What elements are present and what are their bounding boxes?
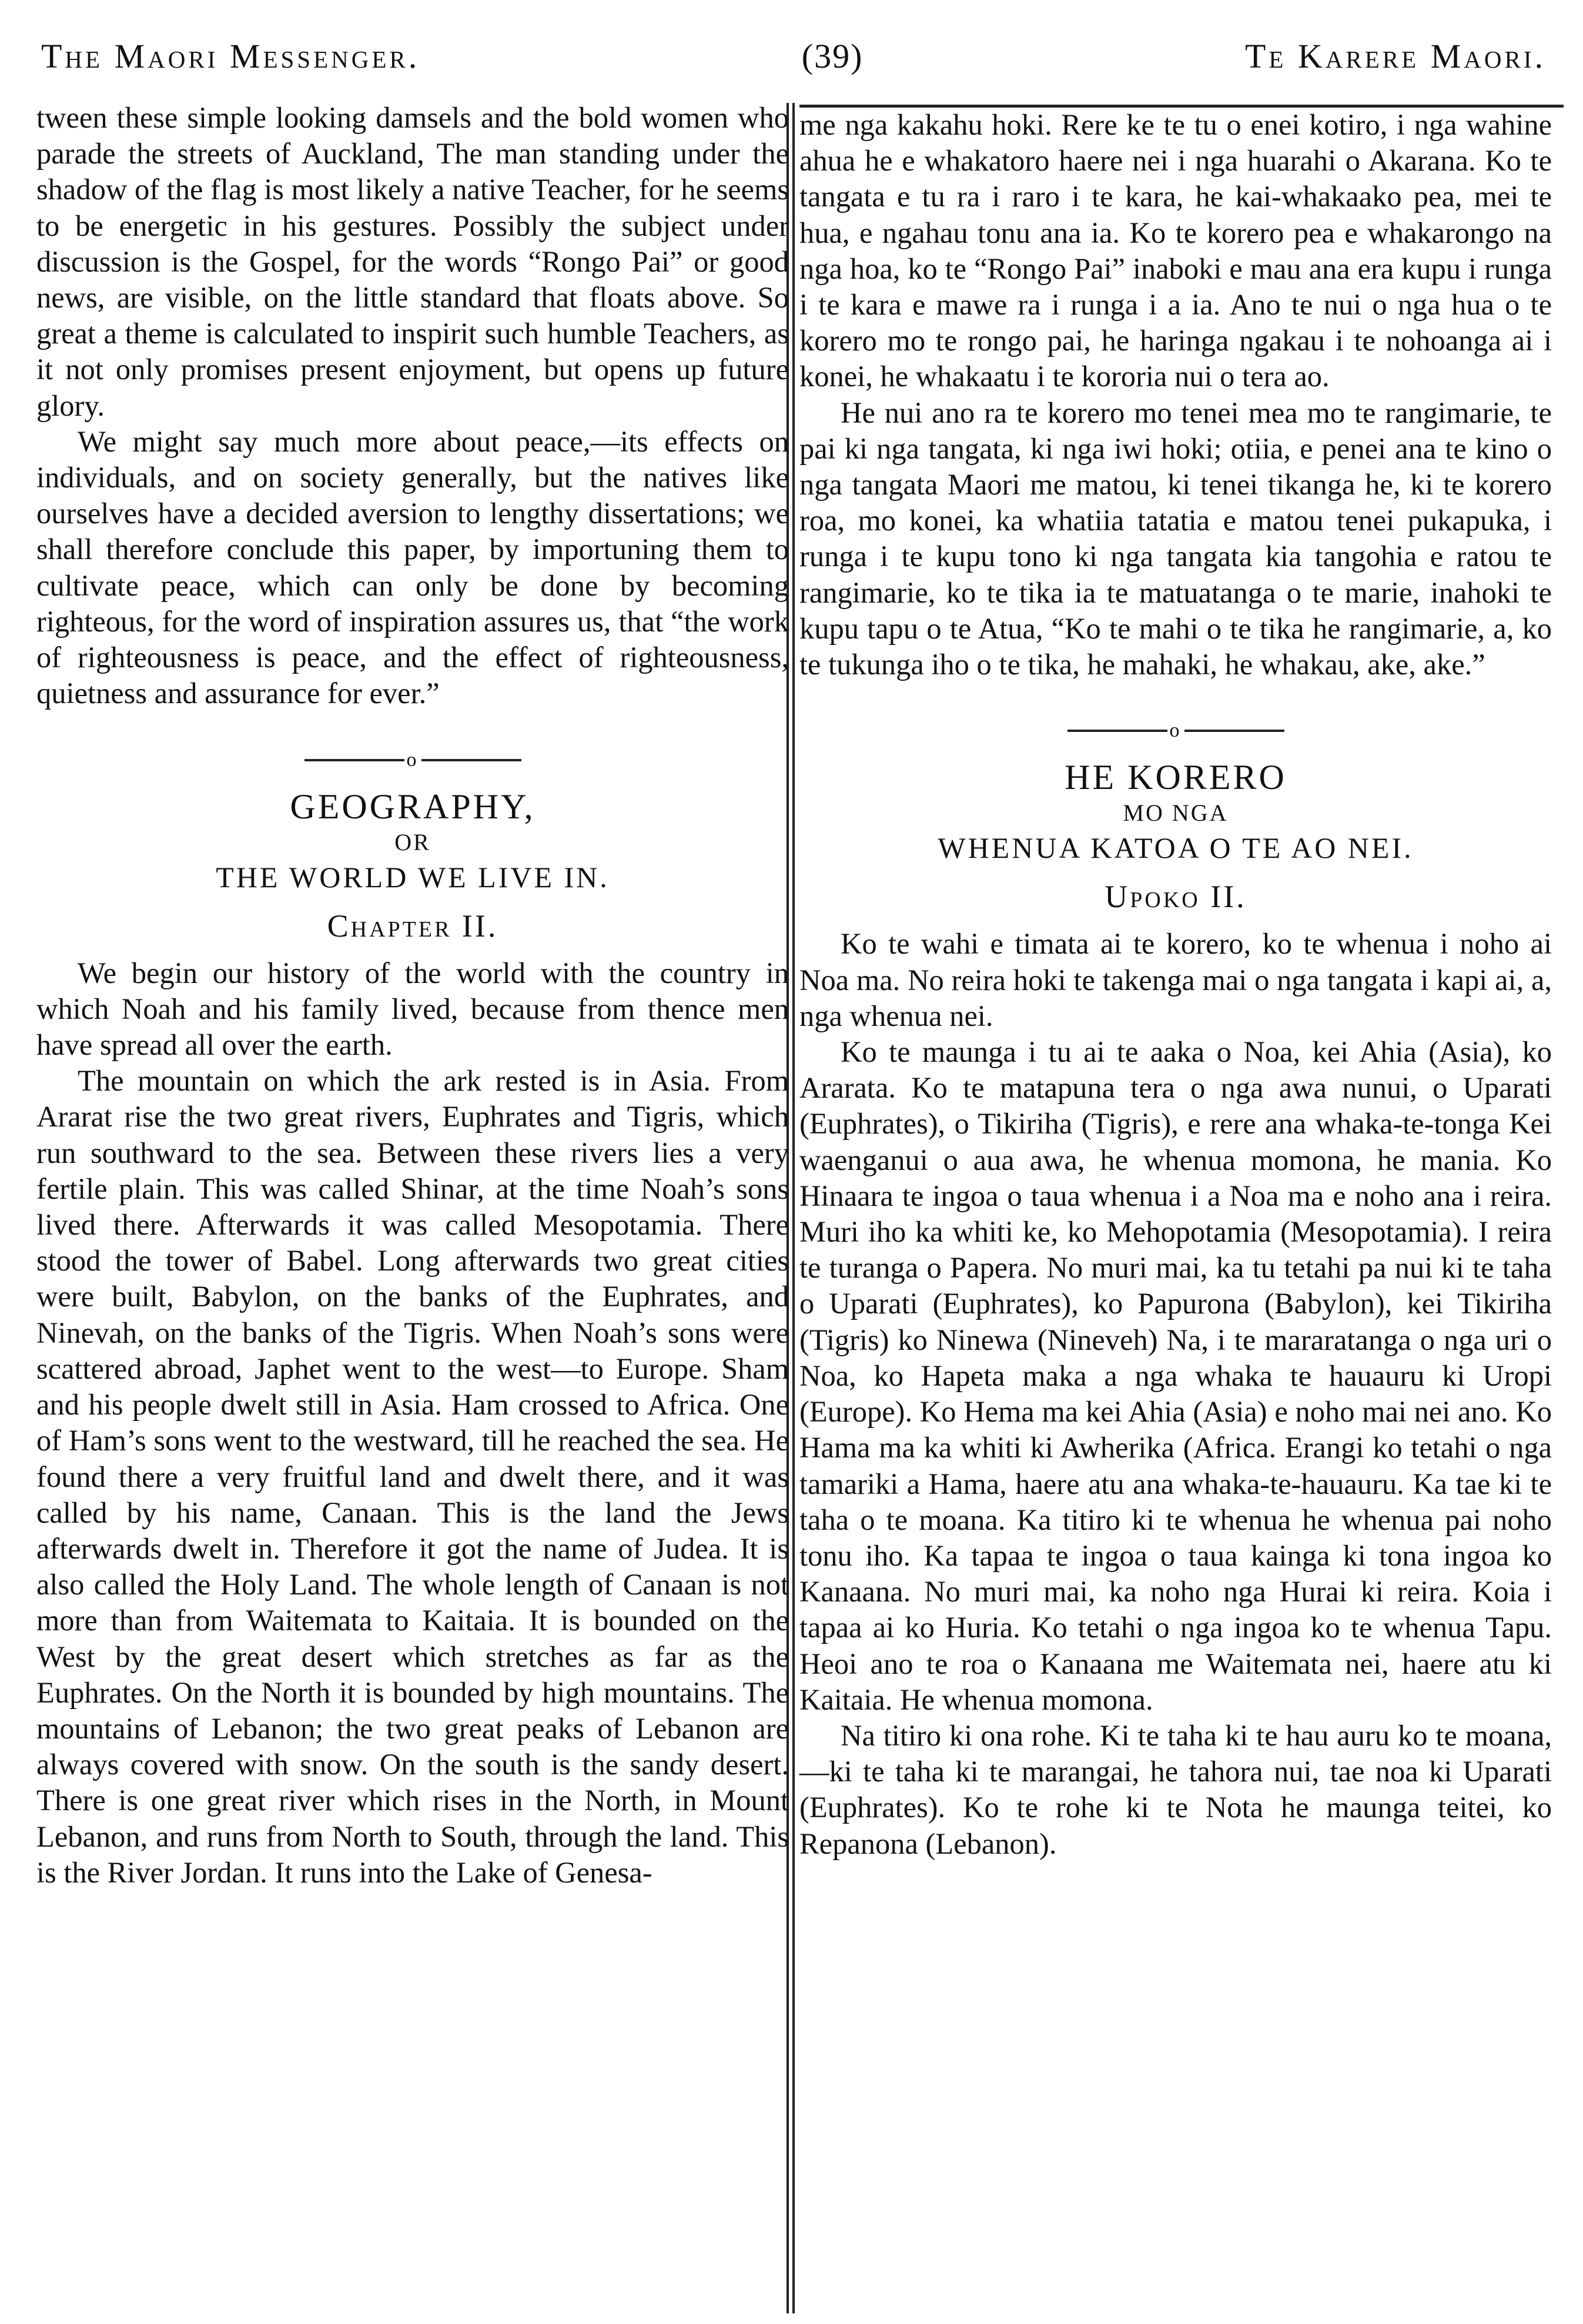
english-paragraph-2: We might say much more about peace,—its effects on individuals, and on society generally, but the natives like ourselves have a decided aversion to lengthy dissertations; we shall therefore conclude this paper, by importuning them to cultivate peace, which can only be done by becoming righteous, for the word of inspiration assures us, that “the work of righteousness is peace, and the effect of righteousness, quietness and assurance for ever.”	[36, 424, 789, 710]
section-separator: o	[36, 747, 789, 771]
english-or: OR	[394, 828, 431, 855]
english-paragraph-1: tween these simple looking damsels and the bold women who parade the streets of Auckland, The man standing under the shadow of the flag is most likely a native Teacher, for he seems to be energetic in his gestures. Possibly the subject under discussion is the Gospel, for the words “Rongo Pai” or good news, are visible, on the little standard that floats above. So great a theme is calculated to inspirit such humble Teachers, as it not only promises present enjoyment, but opens up future glory.	[36, 101, 789, 422]
maori-paragraph-2: He nui ano ra te korero mo tenei mea mo te rangimarie, te pai ki nga tangata, ki nga iwi hoki; otiia, e penei ana te kino o nga tangata Maori me matou, ki tenei tikanga he, ki te korero roa, mo konei, ka whatiia tatatia e matou tenei pukapuka, i runga i te kupu tono ki nga tangata kia tangohia e ratou te rangimarie, ko te tika ia te matuatanga o te marie, inahoki te kupu tapu o te Atua, “Ko te mahi o te tika he rangimarie, a, ko te tukunga iho o te tika, he mahaki, he whakau, ake, ake.”	[799, 396, 1552, 681]
maori-section-title: HE KORERO	[1065, 758, 1287, 797]
maori-mo-nga: MO NGA	[1123, 800, 1229, 827]
maori-column	[799, 107, 1552, 1862]
section-separator: o	[799, 718, 1552, 743]
maori-paragraph-5: Na titiro ki ona rohe. Ki te taha ki te hau auru ko te moana,—ki te taha ki te marangai, he tahora nui, tae noa ki Uparati (Euphrates). Ko te rohe ki te Nota he maunga teitei, ko Repanona (Lebanon).	[799, 1718, 1552, 1860]
page-header	[41, 24, 1546, 88]
header-english-title: The Maori Messenger.	[41, 36, 420, 75]
english-section-title: GEOGRAPHY,	[290, 787, 536, 826]
header-maori-title: Te Karere Maori.	[1244, 36, 1546, 75]
maori-paragraph-1: me nga kakahu hoki. Rere ke te tu o enei kotiro, i nga wahine ahua he e whakatoro haere nei i nga huarahi o Akarana. Ko te tangata e tu ra i raro i te kara, he kai-whakaako pea, mei te hua, e ngahau tonu ana ia. Ko te korero pea e whakarongo na nga hoa, ko te “Rongo Pai” inaboki e mau ana era kupu i runga i te kara e mawe ra i runga i a ia. Ano te nui o nga hua o te korero mo te rongo pai, he haringa ngakau i te nohoanga ai i konei, he whakaatu i te kororia nui o tera ao.	[799, 108, 1552, 393]
english-chapter-heading: Chapter II.	[327, 908, 498, 944]
english-paragraph-4: The mountain on which the ark rested is in Asia. From Ararat rise the two great rivers, Euphrates and Tigris, which run southward to the sea. Between these rivers lies a very fertile plain. This was called Shinar, at the time Noah’s sons lived there. Afterwards it was called Mesopotamia. There stood the tower of Babel. Long afterwards two great cities were built, Babylon, on the banks of the Euphrates, and Ninevah, on the banks of the Tigris. When Noah’s sons were scattered abroad, Japhet went to the west—to Europe. Sham and his people dwelt still in Asia. Ham crossed to Africa. One of Ham’s sons went to the westward, till he reached the sea. He found there a very fruitful land and dwelt there, and it was called by his name, Canaan. This is the land the Jews afterwards dwelt in. Therefore it got the name of Judea. It is also called the Holy Land. The whole length of Canaan is not more than from Waitemata to Kaitaia. It is bounded on the West by the great desert which stretches as far as the Euphrates. On the North it is bounded by high mountains. The mountains of Lebanon; the two great peaks of Lebanon are always covered with snow. On the south is the sandy desert. There is one great river which rises in the North, in Mount Lebanon, and runs from North to South, through the land. This is the River Jordan. It runs into the Lake of Genesa-	[36, 1064, 789, 1889]
page-number: (39)	[801, 36, 864, 75]
english-paragraph-3: We begin our history of the world with the country in which Noah and his family lived, because from thence men have spread all over the earth.	[36, 956, 789, 1062]
maori-chapter-heading: Upoko II.	[1105, 879, 1247, 915]
maori-paragraph-3: Ko te wahi e timata ai te korero, ko te whenua i noho ai Noa ma. No reira hoki te takenga mai o nga tangata i kapi ai, a, nga whenua nei.	[799, 927, 1552, 1032]
maori-paragraph-4: Ko te maunga i tu ai te aaka o Noa, kei Ahia (Asia), ko Ararata. Ko te matapuna tera o nga awa nunui, o Uparati (Euphrates), o Tikiriha (Tigris), e rere ana whaka-te-tonga Kei waenganui o aua awa, he whenua momona, he mania. Ko Hinaara te ingoa o taua whenua i a Noa ma e noho ana i reira. Muri iho ka whiti ke, ko Mehopotamia (Mesopotamia). I reira te turanga o Papera. No muri mai, ka tu tetahi pa nui ki te taha o Uparati (Euphrates), ko Papurona (Babylon), kei Tikiriha (Tigris) ko Ninewa (Nineveh) Na, i te mararatanga o nga uri o Noa, ko Hapeta maka a nga whaka te hauauru ki Uropi (Europe). Ko Hema ma kei Ahia (Asia) e noho mai nei ano. Ko Hama ma ka whiti ki Awherika (Africa. Erangi ko tetahi o nga tamariki a Hama, haere atu ana whaka-te-hauauru. Ka tae ki te taha o te moana. Ka titiro ki te whenua he whenua pai noho tonu iho. Ka tapaa te ingoa o taua kainga ki tona ingoa ko Kanaana. No muri mai, ka noho nga Hurai ki reira. Koia i tapaa ai ko Huria. Ko tetahi o nga ingoa ko te whenua Tapu. Heoi ano te roa o Kanaana me Waitemata nei, haere atu ki Kaitaia. He whenua momona.	[799, 1035, 1552, 1716]
english-section-subtitle: THE WORLD WE LIVE IN.	[216, 860, 610, 894]
maori-section-subtitle: WHENUA KATOA O TE AO NEI.	[938, 831, 1414, 865]
english-column	[36, 100, 789, 1891]
